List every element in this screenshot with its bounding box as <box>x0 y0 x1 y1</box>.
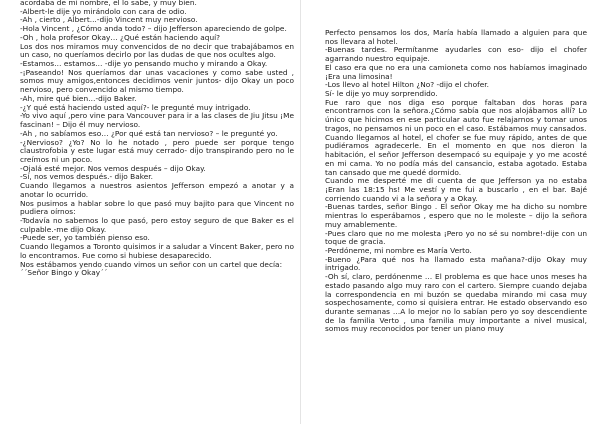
paragraph: -¿Nervioso? ¿Yo? No lo he notado , pero puede ser porque tengo claustrofobia y este lugar está muy cerrado- dijo transpirando pero no le creímos ni un poco. <box>20 137 294 164</box>
paragraph: ´´Señor Bingo y Okay´´ <box>20 268 108 278</box>
paragraph: -Oh sí, claro, perdónenme … El problema es que hace unos meses ha estado pasando algo muy raro con el cartero. Siempre cuando dejaba la correspondencia en mi buzón se quedaba mirando mi casa muy sospechosamente, como si quisiera entrar. He estado observando eso durante semanas …A lo mejor no lo sabían pero yo soy descendiente de la familia Verto , una familia muy importante a nivel musical, somos muy reconocidos por tener un piano muy <box>325 272 587 334</box>
paragraph: -Hola Vincent , ¿Cómo anda todo? – dijo Jefferson apareciendo de golpe. <box>20 24 287 34</box>
paragraph: Cuando llegamos al hotel, el chofer se fue muy rápido, antes de que pudiéramos agradecerle. En el momento en que nos dieron la habitación, el señor Jefferson desempacó su equipaje y yo me acosté en mi cama. Yo no podía más del cansancio, estaba agotado. Estaba tan cansado que me quedé dormido. <box>325 132 587 177</box>
paragraph: El caso era que no era una camioneta como nos habíamos imaginado ¡Era una limosina! <box>325 62 587 81</box>
left-page-text <box>20 0 294 278</box>
paragraph: -Pues claro que no me molesta ¡Pero yo no sé su nombre!-dije con un toque de gracia. <box>325 228 587 247</box>
paragraph: Sí- le dije yo muy sorprendido. <box>325 89 438 99</box>
paragraph: -Estamos… estamos… -dije yo pensando mucho y mirando a Okay. <box>20 59 268 69</box>
paragraph: -Ojalá esté mejor. Nos vemos después – dijo Okay. <box>20 163 206 173</box>
paragraph: -Albert-le dije yo mirándolo con cara de odio. <box>20 6 187 16</box>
paragraph: Perfecto pensamos los dos, María había llamado a alguien para que nos llevara al hotel. <box>325 28 587 46</box>
paragraph: -Todavía no sabemos lo que pasó, pero estoy seguro de que Baker es el culpable.-me dijo Okay. <box>20 215 294 234</box>
paragraph: Nos pusimos a hablar sobre lo que pasó muy bajito para que Vincent no pudiera oírnos: <box>20 198 294 217</box>
paragraph: -Bueno ¿Para qué nos ha llamado esta mañana?-dijo Okay muy intrigado. <box>325 254 587 273</box>
paragraph: Fue raro que nos diga eso porque faltaban dos horas para encontrarnos con la señora.¿Cómo sabía que nos alojábamos allí? Lo único que hicimos en ese particular auto fue relajarnos y tomar unos tragos, no pensamos ni un poco en el caso. Estábamos muy cansados. <box>325 97 587 133</box>
paragraph: Los dos nos miramos muy convencidos de no decir que trabajábamos en un caso, no queríamos decirlo por las dudas de que nos ocultes algo. <box>20 41 294 60</box>
paragraph: acordaba de mi nombre, el lo sabe, y muy bien. <box>20 0 197 7</box>
paragraph: -Ah , no sabíamos eso… ¿Por qué está tan nervioso? – le pregunté yo. <box>20 128 278 138</box>
paragraph: -Sí, nos vemos después.- dijo Baker. <box>20 172 153 182</box>
paragraph: -Ah, mire qué bien…-dijo Baker. <box>20 93 137 103</box>
paragraph: -Buenas tardes, señor Bingo . El señor Okay me ha dicho su nombre mientras lo esperábamos , espero que no le moleste – dijo la señora muy amablemente. <box>325 202 587 229</box>
paragraph: -Buenas tardes. Permítanme ayudarles con eso- dijo el chofer agarrando nuestro equipaje. <box>325 45 587 64</box>
paragraph: -Los llevo al hotel Hilton ¿No? -dijo el chofer. <box>325 80 489 90</box>
paragraph: Cuando llegamos a nuestros asientos Jefferson empezó a anotar y a anotar lo ocurrido. <box>20 181 294 199</box>
paragraph: Nos estábamos yendo cuando vimos un señor con un cartel que decía: <box>20 259 283 269</box>
paragraph: -¿Y qué está haciendo usted aquí?- le pregunté muy intrigado. <box>20 102 251 112</box>
paragraph: -Oh , hola profesor Okay… ¿Qué están haciendo aquí? <box>20 32 221 42</box>
paragraph: Cuando me desperté me di cuenta de que Jefferson ya no estaba ¡Eran las 18:15 hs! Me vestí y me fui a buscarlo , en el bar. Bajé corriendo cuando vi a la señora y a Okay. <box>325 176 587 203</box>
paragraph: -Yo vivo aquí ,pero vine para Vancouver para ir a las clases de Jiu Jitsu ¡Me fascinan! – Dijo él muy nervioso. <box>20 111 294 130</box>
paragraph: Cuando llegamos a Toronto quisimos ir a saludar a Vincent Baker, pero no lo encontramos. Fue como si hubiese desaparecido. <box>20 242 294 260</box>
paragraph: -Ah , cierto , Albert...-dijo Vincent muy nervioso. <box>20 15 198 25</box>
paragraph: -Puede ser, yo también pienso eso. <box>20 233 150 243</box>
paragraph: -Perdóneme, mi nombre es María Verto. <box>325 245 472 255</box>
right-page <box>301 0 600 424</box>
paragraph: -¡Paseando! Nos queríamos dar unas vacaciones y como sabe usted , somos muy amigos,entonces decidimos venir juntos- dijo Okay un poco nervioso, pero convencido al mismo tiempo. <box>20 67 294 95</box>
right-page-text <box>325 29 587 334</box>
